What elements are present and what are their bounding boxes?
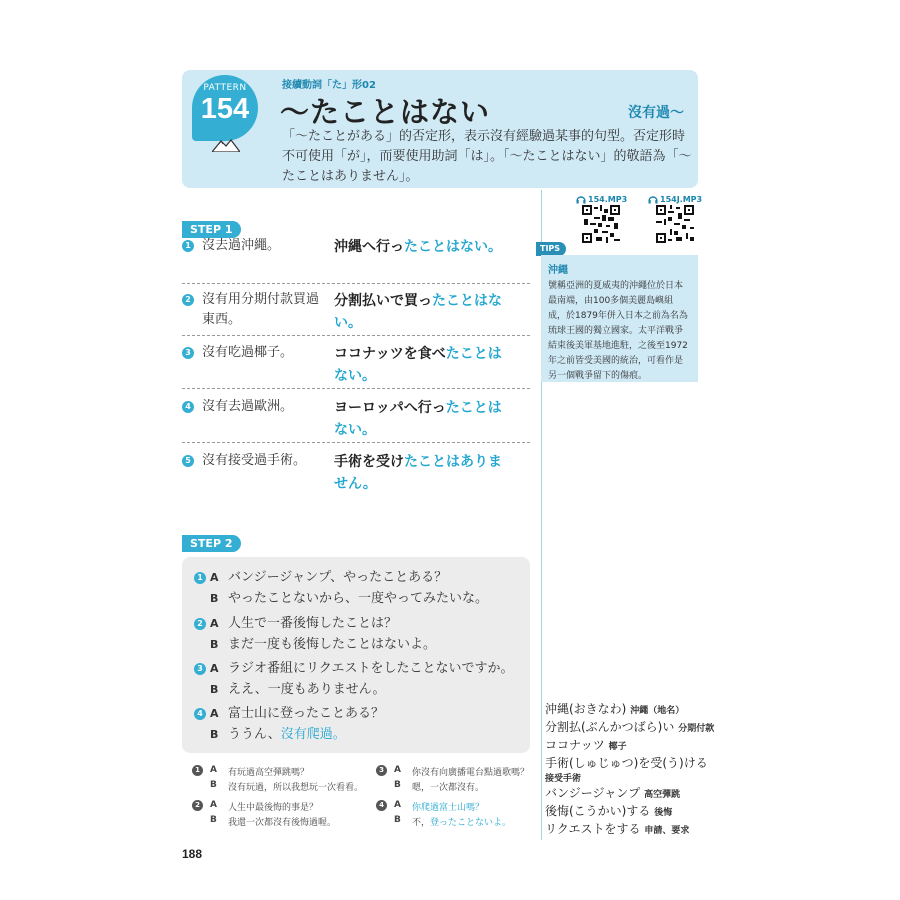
step1-label: STEP 1 (182, 221, 241, 238)
translation-number: 3 (376, 765, 387, 776)
jp-highlight: たことはない。 (404, 239, 502, 255)
row-japanese (334, 451, 514, 495)
row-number: 3 (182, 347, 194, 359)
speaker-a: A (210, 707, 219, 720)
speaker-b: B (210, 815, 217, 825)
dialog-line-a: 富士山に登ったことある？ (228, 706, 385, 721)
speaker-b: B (210, 683, 219, 696)
step2-label: STEP 2 (182, 535, 241, 552)
jp-plain: 沖縄へ行っ (334, 239, 404, 255)
dialog-line-a: ラジオ番組にリクエストをしたことないですか。 (228, 661, 514, 676)
tips-body: 號稱亞洲的夏威夷的沖繩位於日本最南端，由100多個美麗島嶼組成，於1879年併入日本之前為名為琉球王國的獨立國家。太平洋戰爭結束後美軍基地進駐，之後至1972年之前皆受美國的統治，可看作是另一個戰爭留下的傷痕。 (548, 281, 688, 381)
translation-a: 你沒有向廣播電台點過歌嗎？ (412, 768, 530, 778)
speaker-a: A (210, 617, 219, 630)
pattern-badge (192, 75, 258, 141)
pattern-meaning: 沒有過〜 (628, 105, 684, 121)
page-number: 188 (182, 847, 203, 861)
speaker-b: B (394, 780, 401, 790)
row-chinese: 沒有去過歐洲。 (202, 399, 294, 414)
jp-highlight: たことはない。 (334, 400, 502, 438)
vocab-item: 沖縄(おきなわ) 沖繩（地名） (545, 702, 685, 716)
dialog-line-b: まだ一度も後悔したことはないよ。 (228, 637, 437, 652)
speaker-b: B (210, 592, 219, 605)
pattern-description: 「〜たことがある」的否定形，表示沒有經驗過某事的句型。否定形時不可使用「が」，而要使用助詞「は」。「〜たことはない」的敬語為「〜たことはありません」。 (282, 129, 692, 184)
step1-row (182, 451, 530, 497)
speaker-b: B (210, 780, 217, 790)
row-japanese (334, 343, 514, 387)
row-chinese: 沒去過沖繩。 (202, 238, 281, 253)
step1-row (182, 290, 530, 336)
row-number: 2 (182, 294, 194, 306)
translation-number: 1 (192, 765, 203, 776)
row-chinese: 沒有吃過椰子。 (202, 345, 294, 360)
translation-b: 不，登ったことないよ。 (412, 818, 512, 828)
jp-plain: ヨーロッパへ行っ (334, 400, 446, 416)
row-number: 4 (182, 401, 194, 413)
jp-highlight: たことはない。 (334, 293, 502, 331)
jp-highlight: たことはない。 (334, 346, 502, 384)
speaker-a: A (210, 765, 217, 775)
dialog-number: 2 (194, 618, 206, 630)
row-japanese (334, 236, 528, 258)
vocab-item: ココナッツ 椰子 (545, 738, 627, 752)
pattern-header (182, 70, 698, 188)
pattern-title: 〜たことはない (280, 95, 491, 129)
dialog-number: 4 (194, 708, 206, 720)
mountain-icon (212, 138, 240, 152)
dialog-line-b: ええ、一度もありません。 (228, 682, 386, 697)
dialog-number: 1 (194, 572, 206, 584)
tips-box (541, 255, 698, 382)
qr-code-icon[interactable] (656, 205, 694, 243)
speaker-b: B (210, 728, 219, 741)
row-chinese: 沒有接受過手術。 (202, 453, 307, 468)
audio-link[interactable]: 154.MP3 (588, 195, 628, 204)
row-number: 1 (182, 240, 194, 252)
row-number: 5 (182, 455, 194, 467)
vocab-item: バンジージャンプ 高空彈跳 (545, 786, 681, 800)
step1-row (182, 343, 530, 389)
pattern-label: PATTERN (203, 83, 247, 93)
pattern-subtitle: 接續動詞「た」形02 (282, 80, 376, 91)
translation-number: 2 (192, 800, 203, 811)
vocab-item-translation: 接受手術 (545, 774, 582, 784)
tips-title: 沖繩 (548, 265, 568, 276)
vocab-item: 手術(しゅじゅつ)を受(う)ける (545, 756, 708, 770)
dialog-line-a: バンジージャンプ、やったことある？ (228, 570, 448, 585)
qr-code-icon[interactable] (582, 205, 620, 243)
jp-highlight: たことはありません。 (334, 454, 502, 492)
speaker-b: B (394, 815, 401, 825)
row-japanese (334, 397, 514, 441)
speaker-a: A (394, 765, 401, 775)
headphones-icon (576, 194, 586, 204)
vocab-item: 分割払(ぶんかつばら)い 分期付款 (545, 720, 715, 734)
translation-b: 沒有玩過，所以我想玩一次看看。 (228, 783, 364, 793)
pattern-number: 154 (200, 93, 250, 125)
jp-plain: 分割払いで買っ (334, 293, 432, 309)
dialog-line-a: 人生で一番後悔したことは？ (228, 616, 398, 631)
audio-link[interactable]: 154J.MP3 (660, 195, 703, 204)
speaker-a: A (210, 800, 217, 810)
dialog-box (182, 557, 530, 753)
translation-number: 4 (376, 800, 387, 811)
vocab-item: 後悔(こうかい)する 後悔 (545, 804, 673, 818)
speaker-a: A (210, 571, 219, 584)
speaker-a: A (394, 800, 401, 810)
speaker-a: A (210, 662, 219, 675)
dialog-line-b: やったことないから、一度やってみたいな。 (228, 591, 489, 606)
row-japanese (334, 290, 528, 334)
row-chinese: 沒有用分期付款買過東西。 (202, 292, 320, 327)
translation-b: 嗯，一次都沒有。 (412, 783, 485, 793)
tips-tag: TIPS (536, 242, 566, 256)
step1-row (182, 397, 530, 443)
translation-a: 你爬過富士山嗎？ (412, 803, 485, 813)
speaker-b: B (210, 638, 219, 651)
jp-plain: ココナッツを食べ (334, 346, 446, 362)
translation-b: 我還一次都沒有後悔過喔。 (228, 818, 337, 828)
translation-a: 有玩過高空彈跳嗎？ (228, 768, 310, 778)
dialog-line-b: ううん、沒有爬過。 (228, 727, 346, 742)
step1-row (182, 236, 530, 284)
dialog-number: 3 (194, 663, 206, 675)
jp-plain: 手術を受け (334, 454, 404, 470)
headphones-icon (648, 194, 658, 204)
translation-a: 人生中最後悔的事是？ (228, 803, 319, 813)
vocab-item: リクエストをする 申請、要求 (545, 822, 690, 836)
